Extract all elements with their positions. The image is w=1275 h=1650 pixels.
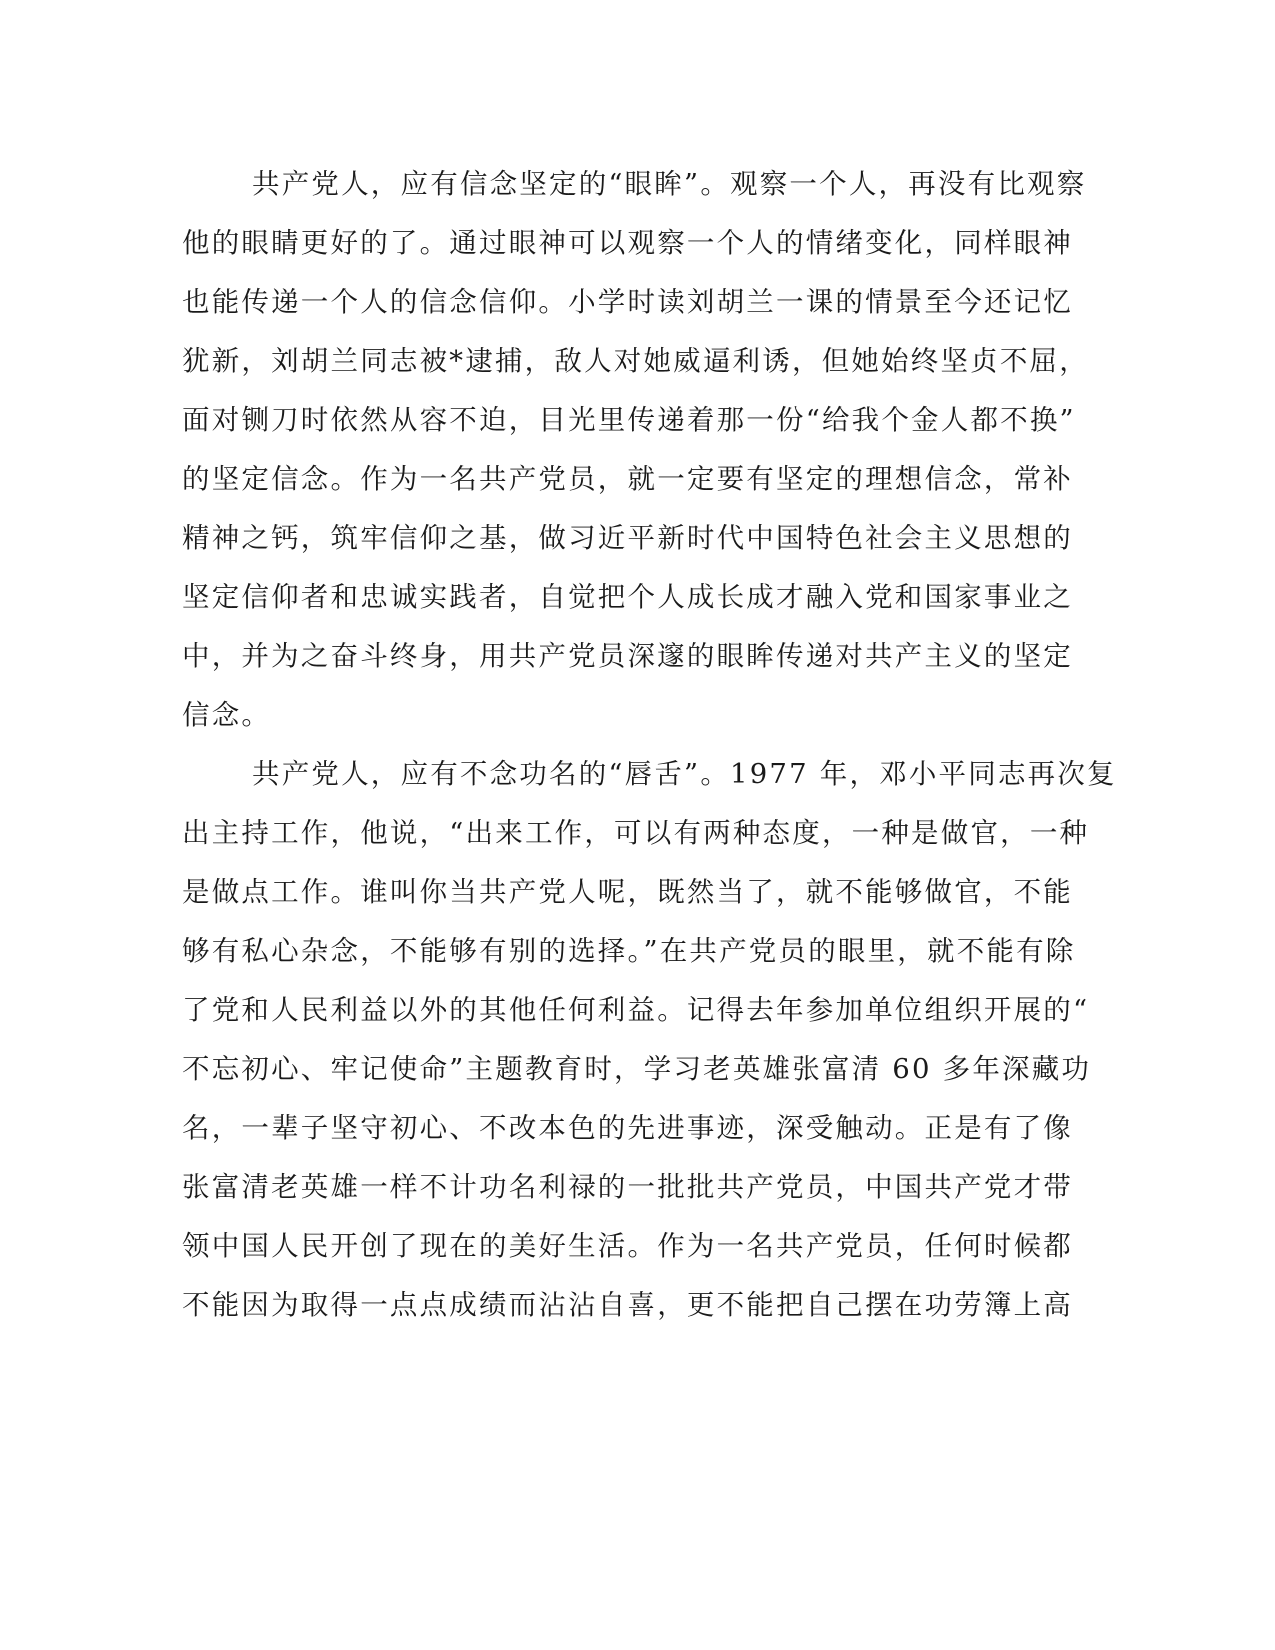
paragraph-1-line-2: 他的眼睛更好的了。通过眼神可以观察一个人的情绪变化，同样眼神 [182, 227, 1073, 259]
paragraph-1-line-9: 中，并为之奋斗终身，用共产党员深邃的眼眸传递对共产主义的坚定 [182, 640, 1073, 672]
paragraph-2-line-10: 不能因为取得一点点成绩而沾沾自喜，更不能把自己摆在功劳簿上高 [182, 1289, 1073, 1321]
paragraph-2-line-7: 名，一辈子坚守初心、不改本色的先进事迹，深受触动。正是有了像 [182, 1112, 1073, 1144]
paragraph-1-line-1: 共产党人，应有信念坚定的“眼眸”。观察一个人，再没有比观察 [252, 168, 1087, 200]
paragraph-1-line-6: 的坚定信念。作为一名共产党员，就一定要有坚定的理想信念，常补 [182, 463, 1073, 495]
paragraph-1-line-4: 犹新，刘胡兰同志被*逮捕，敌人对她威逼利诱，但她始终坚贞不屈， [182, 345, 1089, 377]
paragraph-2-line-1: 共产党人，应有不念功名的“唇舌”。1977 年，邓小平同志再次复 [252, 758, 1117, 790]
paragraph-2-line-6: 不忘初心、牢记使命”主题教育时，学习老英雄张富清 60 多年深藏功 [182, 1053, 1092, 1085]
paragraph-1-line-10: 信念。 [182, 699, 272, 731]
paragraph-2-line-2: 出主持工作，他说，“出来工作，可以有两种态度，一种是做官，一种 [182, 817, 1090, 849]
paragraph-1-line-8: 坚定信仰者和忠诚实践者，自觉把个人成长成才融入党和国家事业之 [182, 581, 1073, 613]
paragraph-1-line-5: 面对铡刀时依然从容不迫，目光里传递着那一份“给我个金人都不换” [182, 404, 1076, 436]
paragraph-2-line-4: 够有私心杂念，不能够有别的选择。”在共产党员的眼里，就不能有除 [182, 935, 1076, 967]
paragraph-2-line-3: 是做点工作。谁叫你当共产党人呢，既然当了，就不能够做官，不能 [182, 876, 1073, 908]
document-body [182, 155, 1117, 1335]
paragraph-2-line-5: 了党和人民利益以外的其他任何利益。记得去年参加单位组织开展的“ [182, 994, 1090, 1026]
paragraph-2-line-9: 领中国人民开创了现在的美好生活。作为一名共产党员，任何时候都 [182, 1230, 1073, 1262]
paragraph-2-line-8: 张富清老英雄一样不计功名利禄的一批批共产党员，中国共产党才带 [182, 1171, 1073, 1203]
paragraph-1-line-3: 也能传递一个人的信念信仰。小学时读刘胡兰一课的情景至今还记忆 [182, 286, 1073, 318]
paragraph-1-line-7: 精神之钙，筑牢信仰之基，做习近平新时代中国特色社会主义思想的 [182, 522, 1073, 554]
